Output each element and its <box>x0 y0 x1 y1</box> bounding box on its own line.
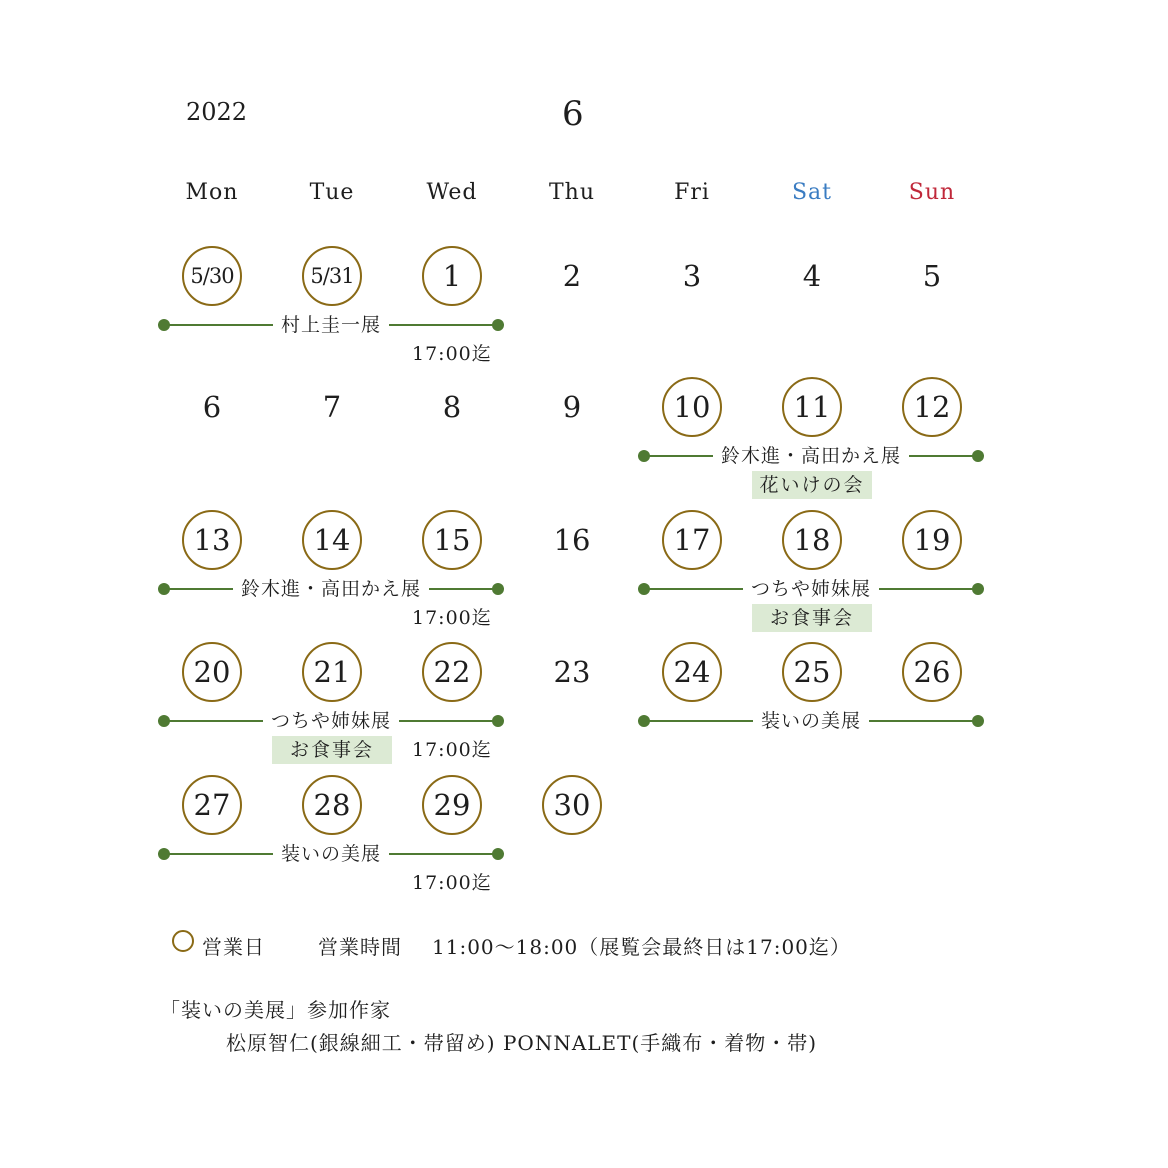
weekday-mon: Mon <box>185 180 239 205</box>
weekday-wed: Wed <box>426 180 478 205</box>
calendar-day: 18 <box>782 510 842 570</box>
calendar-day: 30 <box>542 775 602 835</box>
calendar-day: 24 <box>662 642 722 702</box>
calendar-day: 7 <box>322 389 342 424</box>
weekday-tue: Tue <box>309 180 355 205</box>
calendar-day: 6 <box>202 389 222 424</box>
weekday-sun: Sun <box>908 180 956 205</box>
calendar-day: 25 <box>782 642 842 702</box>
event-closing-time: 17:00迄 <box>412 343 492 365</box>
calendar-day: 12 <box>902 377 962 437</box>
event-line-left <box>164 588 233 590</box>
event-line-left <box>644 720 753 722</box>
calendar-day: 14 <box>302 510 362 570</box>
calendar-day: 1 <box>422 246 482 306</box>
weekday-thu: Thu <box>548 180 595 205</box>
calendar-month: 6 <box>562 94 584 134</box>
calendar-day: 22 <box>422 642 482 702</box>
event-title: つちや姉妹展 <box>750 578 871 600</box>
event-closing-time: 17:00迄 <box>412 872 492 894</box>
calendar-day: 29 <box>422 775 482 835</box>
event-line-left <box>164 853 273 855</box>
legend-open-label: 営業日 <box>202 935 265 959</box>
event-title: 装いの美展 <box>760 710 861 732</box>
calendar-year: 2022 <box>186 98 248 126</box>
event-title: 村上圭一展 <box>280 314 381 336</box>
calendar-day: 16 <box>553 522 591 557</box>
event-badge: お食事会 <box>272 736 392 764</box>
event-closing-time: 17:00迄 <box>412 739 492 761</box>
event-line-right <box>389 853 498 855</box>
calendar-day: 28 <box>302 775 362 835</box>
open-day-ring-icon <box>172 930 194 952</box>
event-badge: 花いけの会 <box>752 471 872 499</box>
calendar-day: 10 <box>662 377 722 437</box>
event-line-left <box>164 324 273 326</box>
event-line-right <box>399 720 498 722</box>
event-badge: お食事会 <box>752 604 872 632</box>
calendar-day: 15 <box>422 510 482 570</box>
calendar-day: 20 <box>182 642 242 702</box>
calendar-day: 19 <box>902 510 962 570</box>
event-title: 装いの美展 <box>280 843 381 865</box>
event-line-right <box>869 720 978 722</box>
legend-hours-label: 営業時間 <box>318 935 402 959</box>
calendar-day: 23 <box>553 654 591 689</box>
calendar-day: 26 <box>902 642 962 702</box>
calendar-day: 5/30 <box>182 246 242 306</box>
event-line-right <box>389 324 498 326</box>
calendar-day: 11 <box>782 377 842 437</box>
artists-title: 「装いの美展」参加作家 <box>160 998 391 1022</box>
calendar-day: 8 <box>442 389 462 424</box>
calendar-day: 27 <box>182 775 242 835</box>
calendar-day: 5 <box>922 258 942 293</box>
event-line-left <box>164 720 263 722</box>
event-line-left <box>644 455 713 457</box>
legend-hours-value: 11:00～18:00（展覧会最終日は17:00迄） <box>432 935 851 959</box>
event-line-left <box>644 588 743 590</box>
calendar-day: 2 <box>562 258 582 293</box>
event-title: 鈴木進・高田かえ展 <box>720 445 901 467</box>
event-closing-time: 17:00迄 <box>412 607 492 629</box>
calendar-day: 9 <box>562 389 582 424</box>
calendar-day: 21 <box>302 642 362 702</box>
calendar-day: 5/31 <box>302 246 362 306</box>
event-title: 鈴木進・高田かえ展 <box>240 578 421 600</box>
event-line-right <box>879 588 978 590</box>
weekday-sat: Sat <box>791 180 833 205</box>
calendar-day: 17 <box>662 510 722 570</box>
calendar-day: 4 <box>802 258 822 293</box>
weekday-fri: Fri <box>674 180 710 205</box>
event-line-right <box>909 455 978 457</box>
event-title: つちや姉妹展 <box>270 710 391 732</box>
event-line-right <box>429 588 498 590</box>
artists-list: 松原智仁(銀線細工・帯留め) PONNALET(手織布・着物・帯) <box>226 1031 818 1055</box>
calendar-day: 13 <box>182 510 242 570</box>
calendar-day: 3 <box>682 258 702 293</box>
